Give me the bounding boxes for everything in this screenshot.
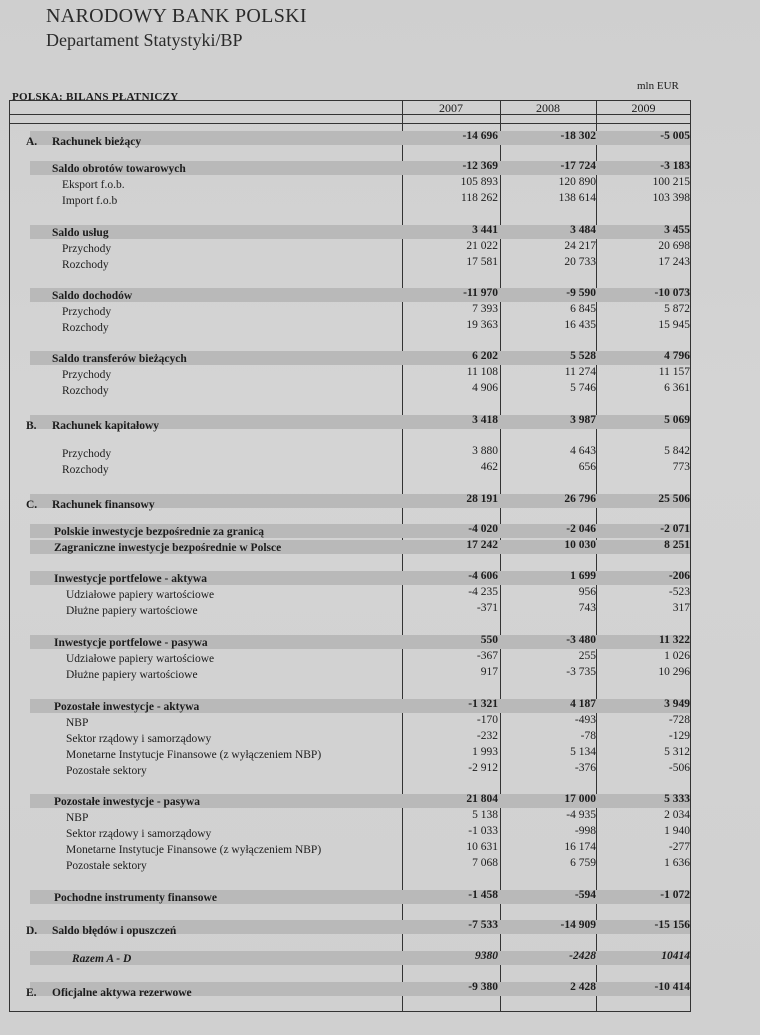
row-label: Saldo transferów bieżących [52,353,187,365]
value-2008: 16 435 [564,319,596,331]
value-2009: -206 [668,570,690,582]
value-2007: 28 191 [466,493,498,505]
value-2007: 550 [480,634,498,646]
year-header-2009: 2009 [631,101,656,115]
section-letter: D. [26,925,38,937]
section-letter: C. [26,499,38,511]
value-2007: 917 [480,666,498,678]
row-label: Dłużne papiery wartościowe [66,605,198,617]
year-header-2008: 2008 [536,101,560,115]
row-label: Rozchody [62,464,109,476]
value-2009: -2 071 [660,523,690,535]
department-name: Departament Statystyki/BP [46,30,243,50]
value-2009: 17 243 [658,256,690,268]
value-2007: 9380 [475,950,498,962]
section-label: Rachunek kapitałowy [52,420,160,432]
value-2007: 3 418 [472,414,498,426]
value-2009: 5 312 [664,746,690,758]
value-2008: 5 528 [570,350,596,362]
value-2009: 5 069 [664,414,690,426]
value-2009: 3 455 [664,224,690,236]
row-label: Monetarne Instytucje Finansowe (z wyłączeniem NBP) [66,844,322,856]
value-2008: 24 217 [564,240,596,252]
value-2009: 2 034 [664,809,690,821]
value-2009: -277 [668,841,690,853]
value-2008: 10 030 [564,539,596,551]
value-2008: -4 935 [566,809,596,821]
value-2009: -5 005 [660,130,690,142]
value-2007: 4 906 [472,382,498,394]
value-2009: 5 842 [664,445,690,457]
value-2008: 16 174 [564,841,596,853]
value-2008: -3 735 [566,666,596,678]
row-label: Przychody [62,369,112,381]
value-2008: 1 699 [570,570,596,582]
row-label: Saldo obrotów towarowych [52,163,186,175]
value-2009: 1 636 [664,857,690,869]
value-2008: 4 643 [570,445,596,457]
value-2007: -4 020 [468,523,498,535]
row-label: Sektor rządowy i samorządowy [66,733,212,745]
row-label: Rozchody [62,385,109,397]
value-2007: -11 970 [463,287,498,299]
value-2008: -998 [574,825,596,837]
value-2007: 11 108 [466,366,498,378]
value-2008: 956 [578,586,596,598]
value-2007: -4 235 [468,586,498,598]
value-2009: 103 398 [652,192,690,204]
value-2009: 4 796 [664,350,690,362]
value-2007: -14 696 [462,130,498,142]
value-2009: -10 414 [654,981,690,993]
value-2008: 26 796 [564,493,596,505]
row-label: NBP [66,812,89,824]
value-2007: 3 880 [472,445,498,457]
value-2008: 255 [578,650,596,662]
value-2009: -10 073 [654,287,690,299]
value-2008: -2 046 [566,523,596,535]
row-label: Rozchody [62,259,109,271]
row-label: Udziałowe papiery wartościowe [66,653,215,665]
total-label: Razem A - D [72,953,132,965]
value-2008: -78 [580,730,596,742]
section-label: Rachunek bieżący [52,136,142,148]
value-2009: -728 [668,714,690,726]
value-2009: 3 949 [664,698,690,710]
value-2009: -506 [668,762,690,774]
row-label: NBP [66,717,89,729]
value-2007: 17 581 [466,256,498,268]
value-2008: 20 733 [564,256,596,268]
row-label: Pochodne instrumenty finansowe [54,892,217,904]
value-2009: 5 333 [664,793,690,805]
value-2008: 5 746 [570,382,596,394]
value-2009: 6 361 [664,382,690,394]
year-header-2007: 2007 [439,101,463,115]
value-2007: -2 912 [468,762,498,774]
value-2007: 21 804 [466,793,498,805]
value-2008: 6 759 [570,857,596,869]
row-label: Inwestycje portfelowe - aktywa [54,573,207,585]
value-2009: 15 945 [658,319,690,331]
value-2007: 5 138 [472,809,498,821]
value-2007: 19 363 [466,319,498,331]
row-label: Pozostałe sektory [66,860,147,872]
section-label: Saldo błędów i opuszczeń [52,925,177,937]
value-2008: -3 480 [566,634,596,646]
row-label: Zagraniczne inwestycje bezpośrednie w Polsce [54,542,282,554]
value-2008: 743 [578,602,596,614]
row-label: Przychody [62,243,112,255]
section-label: Oficjalne aktywa rezerwowe [52,987,192,999]
row-label: Saldo usług [52,227,109,239]
value-2007: -232 [476,730,498,742]
row-label: Pozostałe inwestycje - aktywa [54,701,200,713]
value-2008: 6 845 [570,303,596,315]
value-2007: 6 202 [472,350,498,362]
value-2008: 17 000 [564,793,596,805]
value-2008: 656 [578,461,596,473]
value-2008: 4 187 [570,698,596,710]
value-2007: -367 [476,650,498,662]
row-label: Monetarne Instytucje Finansowe (z wyłączeniem NBP) [66,749,322,761]
value-2007: -170 [476,714,498,726]
value-2007: 7 393 [472,303,498,315]
row-label: Pozostałe sektory [66,765,147,777]
value-2007: 10 631 [466,841,498,853]
value-2007: 3 441 [472,224,498,236]
value-2007: -7 533 [468,919,498,931]
value-2009: -15 156 [654,919,690,931]
value-2007: 462 [480,461,498,473]
section-label: Rachunek finansowy [52,499,155,511]
value-2009: 10414 [661,950,690,962]
row-label: Eksport f.o.b. [62,179,125,191]
value-2007: -1 458 [468,889,498,901]
table-title: POLSKA: BILANS PŁATNICZY [12,91,179,103]
value-2009: 8 251 [664,539,690,551]
value-2009: 11 322 [659,634,690,646]
bank-name: NARODOWY BANK POLSKI [46,5,307,27]
value-2009: 25 506 [658,493,690,505]
row-label: Rozchody [62,322,109,334]
value-2009: 10 296 [658,666,690,678]
row-label: Pozostałe inwestycje - pasywa [54,796,200,808]
value-2008: -14 909 [560,919,596,931]
value-2008: -376 [574,762,596,774]
value-2008: 3 987 [570,414,596,426]
section-letter: B. [26,420,37,432]
header-divider-2 [9,123,691,124]
section-letter: E. [26,987,37,999]
value-2008: -594 [574,889,596,901]
value-2007: 21 022 [466,240,498,252]
value-2007: -1 033 [468,825,498,837]
value-2008: -18 302 [560,130,596,142]
value-2008: 138 614 [558,192,596,204]
value-2007: 7 068 [472,857,498,869]
value-2007: -371 [476,602,498,614]
value-2009: 773 [672,461,690,473]
value-2008: 120 890 [558,176,596,188]
value-2007: -1 321 [468,698,498,710]
row-label: Sektor rządowy i samorządowy [66,828,212,840]
value-2009: 20 698 [658,240,690,252]
row-label: Inwestycje portfelowe - pasywa [54,637,208,649]
value-2007: -12 369 [462,160,498,172]
value-2009: -1 072 [660,889,690,901]
value-2009: -3 183 [660,160,690,172]
row-label: Polskie inwestycje bezpośrednie za granicą [54,526,264,538]
value-2009: 317 [672,602,690,614]
value-2009: 1 026 [664,650,690,662]
value-2009: 100 215 [652,176,690,188]
value-2007: 1 993 [472,746,498,758]
value-2009: -129 [668,730,690,742]
value-2009: 5 872 [664,303,690,315]
section-letter: A. [26,136,38,148]
value-2008: 5 134 [570,746,596,758]
unit-label: mln EUR [637,80,679,92]
value-2008: 11 274 [564,366,596,378]
value-2008: -2428 [569,950,596,962]
value-2009: -523 [668,586,690,598]
value-2007: 17 242 [466,539,498,551]
row-label: Udziałowe papiery wartościowe [66,589,215,601]
row-label: Przychody [62,306,112,318]
value-2008: -9 590 [566,287,596,299]
row-label: Przychody [62,448,112,460]
row-label: Import f.o.b [62,195,118,207]
value-2008: 2 428 [570,981,596,993]
value-2007: 118 262 [461,192,498,204]
value-2007: 105 893 [460,176,498,188]
value-2008: -493 [574,714,596,726]
row-label: Dłużne papiery wartościowe [66,669,198,681]
value-2008: 3 484 [570,224,596,236]
value-2007: -9 380 [468,981,498,993]
row-label: Saldo dochodów [52,290,133,302]
value-2008: -17 724 [560,160,596,172]
value-2007: -4 606 [468,570,498,582]
value-2009: 11 157 [658,366,690,378]
value-2009: 1 940 [664,825,690,837]
